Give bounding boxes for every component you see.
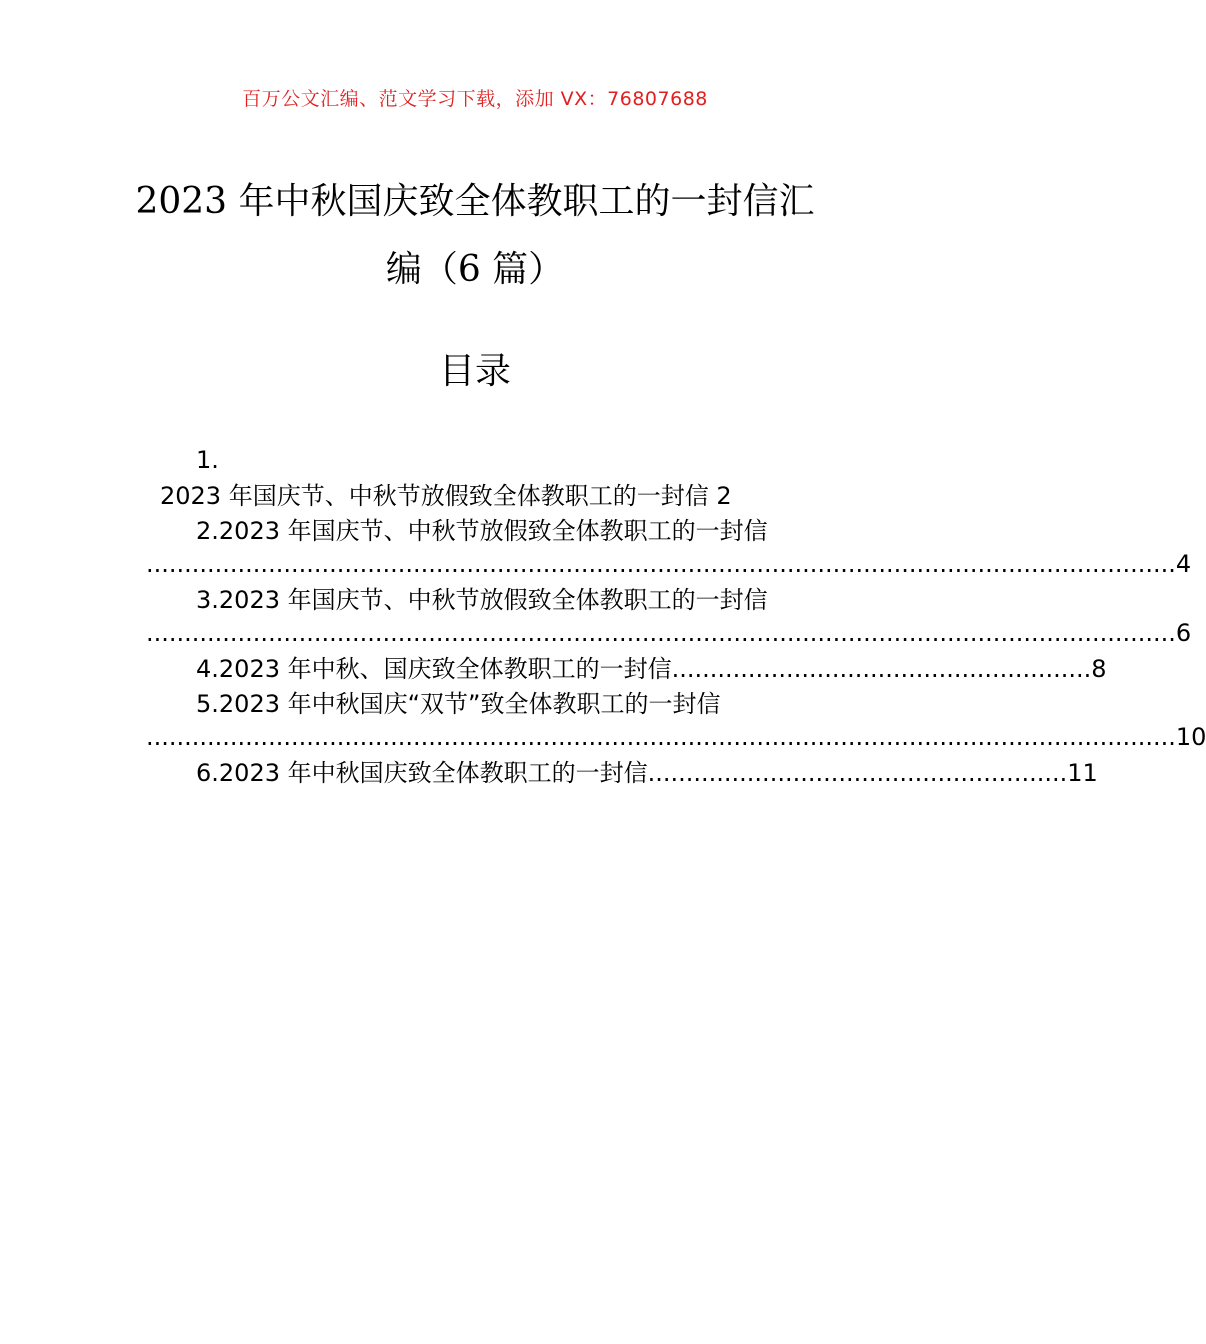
toc-entry-page: 11 [1067, 759, 1098, 787]
toc-entry-page: 2 [716, 482, 732, 510]
toc-leader-dots: ....................................................................................................................................... [146, 619, 1176, 647]
toc-entry-title: 2023 年国庆节、中秋节放假致全体教职工的一封信 [218, 586, 768, 614]
toc-heading: 目录 [438, 351, 511, 392]
toc-leader-dots: ....................................................................................................................................... [146, 550, 1176, 578]
toc-entry-number: 5. [196, 690, 219, 718]
toc-entry-number: 6. [196, 759, 219, 787]
toc-entry-title: 2023 年中秋国庆“双节”致全体教职工的一封信 [218, 690, 721, 718]
toc-entry-number: 3. [196, 586, 219, 614]
toc-entry-title: 2023 年中秋、国庆致全体教职工的一封信 [218, 655, 672, 683]
toc-leader-dots: ....................................................... [647, 759, 1068, 787]
toc-entry-page: 6 [1175, 619, 1192, 647]
toc-entry-page: 10 [1175, 723, 1206, 751]
toc-entry-number: 2. [196, 517, 219, 545]
document-title-line-1: 2023 年中秋国庆致全体教职工的一封信汇 [135, 181, 815, 222]
toc-leader-dots: ....................................................... [671, 655, 1092, 683]
toc-entry-number: 4. [196, 655, 219, 683]
toc-leader-dots: ....................................................................................................................................... [146, 723, 1176, 751]
toc-entry-title: 2023 年国庆节、中秋节放假致全体教职工的一封信 [160, 482, 709, 510]
document-title-line-2: 编（6 篇） [385, 249, 565, 290]
toc-entry-title: 2023 年国庆节、中秋节放假致全体教职工的一封信 [218, 517, 768, 545]
toc-entry-page: 4 [1175, 550, 1192, 578]
toc-entry-number: 1. [196, 446, 219, 474]
toc-entry-page: 8 [1091, 655, 1107, 683]
watermark-header-note: 百万公文汇编、范文学习下载，添加 VX：76807688 [242, 88, 708, 110]
toc-entry-title: 2023 年中秋国庆致全体教职工的一封信 [218, 759, 648, 787]
